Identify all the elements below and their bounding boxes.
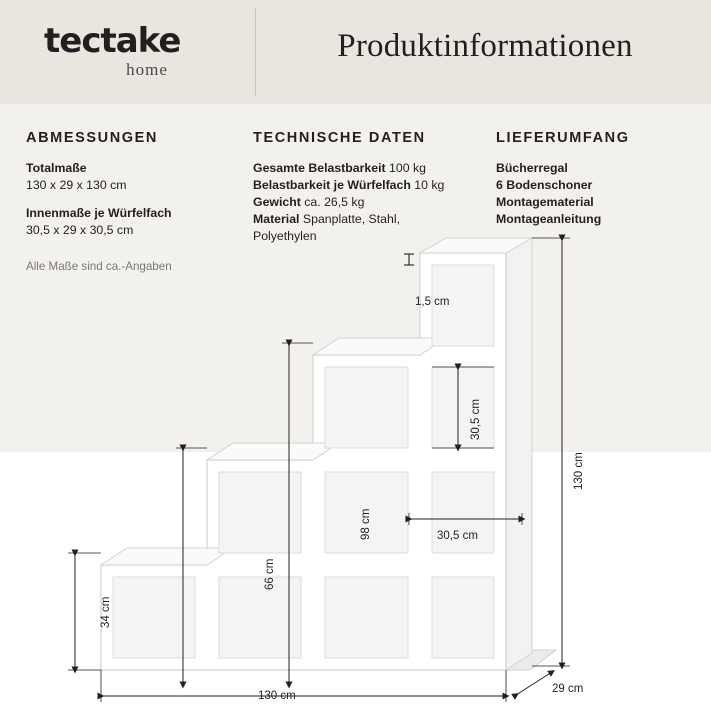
spacer (26, 193, 241, 205)
technical-row-label: Gesamte Belastbarkeit (253, 161, 386, 175)
dim-label-34: 34 cm (100, 596, 112, 628)
delivery-heading: LIEFERUMFANG (496, 130, 630, 146)
dim-label-cube-width: 30,5 cm (437, 530, 478, 542)
dim-label-29: 29 cm (552, 683, 584, 695)
delivery-column (496, 130, 696, 228)
list-item: Montageanleitung (496, 212, 602, 226)
technical-row (253, 177, 483, 194)
technical-row-label: Gewicht (253, 195, 301, 209)
list-item: Bücherregal (496, 161, 568, 175)
list-item: 6 Bodenschoner (496, 178, 593, 192)
technical-heading: TECHNISCHE DATEN (253, 130, 426, 146)
technical-row-label: Belastbarkeit je Würfelfach (253, 178, 411, 192)
technical-row-value: Polyethylen (253, 229, 317, 243)
dim-label-98: 98 cm (360, 508, 372, 540)
delivery-list (496, 160, 696, 228)
header-divider (255, 8, 256, 96)
dim-label-66: 66 cm (264, 558, 276, 590)
brand-name: tectake (44, 21, 181, 61)
shelf-cube (325, 367, 408, 448)
technical-row (253, 211, 483, 228)
dim-line-29 (516, 672, 552, 695)
shelf-cube (432, 577, 494, 658)
total-dimensions-value: 130 x 29 x 130 cm (26, 177, 127, 192)
page-header (0, 0, 711, 104)
technical-row-value: 10 kg (414, 178, 445, 192)
dim-label-thickness: 1,5 cm (415, 296, 450, 308)
page-title: Produktinformationen (337, 28, 633, 64)
shelf-cube (432, 367, 494, 448)
dim-label-cube-height: 30,5 cm (470, 399, 482, 440)
technical-row-value: ca. 26,5 kg (304, 195, 365, 209)
technical-row-value: 100 kg (389, 161, 426, 175)
technical-column (253, 130, 483, 245)
inner-dimensions-label: Innenmaße je Würfelfach (26, 206, 172, 220)
brand-logo (44, 21, 244, 80)
dim-label-130-height: 130 cm (573, 452, 585, 490)
product-diagram (0, 230, 711, 720)
dim-label-130-width: 130 cm (258, 690, 296, 702)
brand-subtitle: home (126, 60, 168, 79)
technical-row-value: Spanplatte, Stahl, (302, 212, 400, 226)
inner-dimensions-value: 30,5 x 29 x 30,5 cm (26, 222, 134, 237)
list-item: Montagematerial (496, 195, 594, 209)
measurement-note: Alle Maße sind ca.-Angaben (26, 260, 172, 273)
shelf-cube (325, 577, 408, 658)
technical-row (253, 160, 483, 177)
total-dimensions (26, 160, 241, 193)
shelf-side-panel (506, 238, 532, 670)
technical-row-label: Material (253, 212, 300, 226)
technical-row (253, 194, 483, 211)
total-dimensions-label: Totalmaße (26, 161, 87, 175)
dimensions-heading: ABMESSUNGEN (26, 130, 158, 146)
